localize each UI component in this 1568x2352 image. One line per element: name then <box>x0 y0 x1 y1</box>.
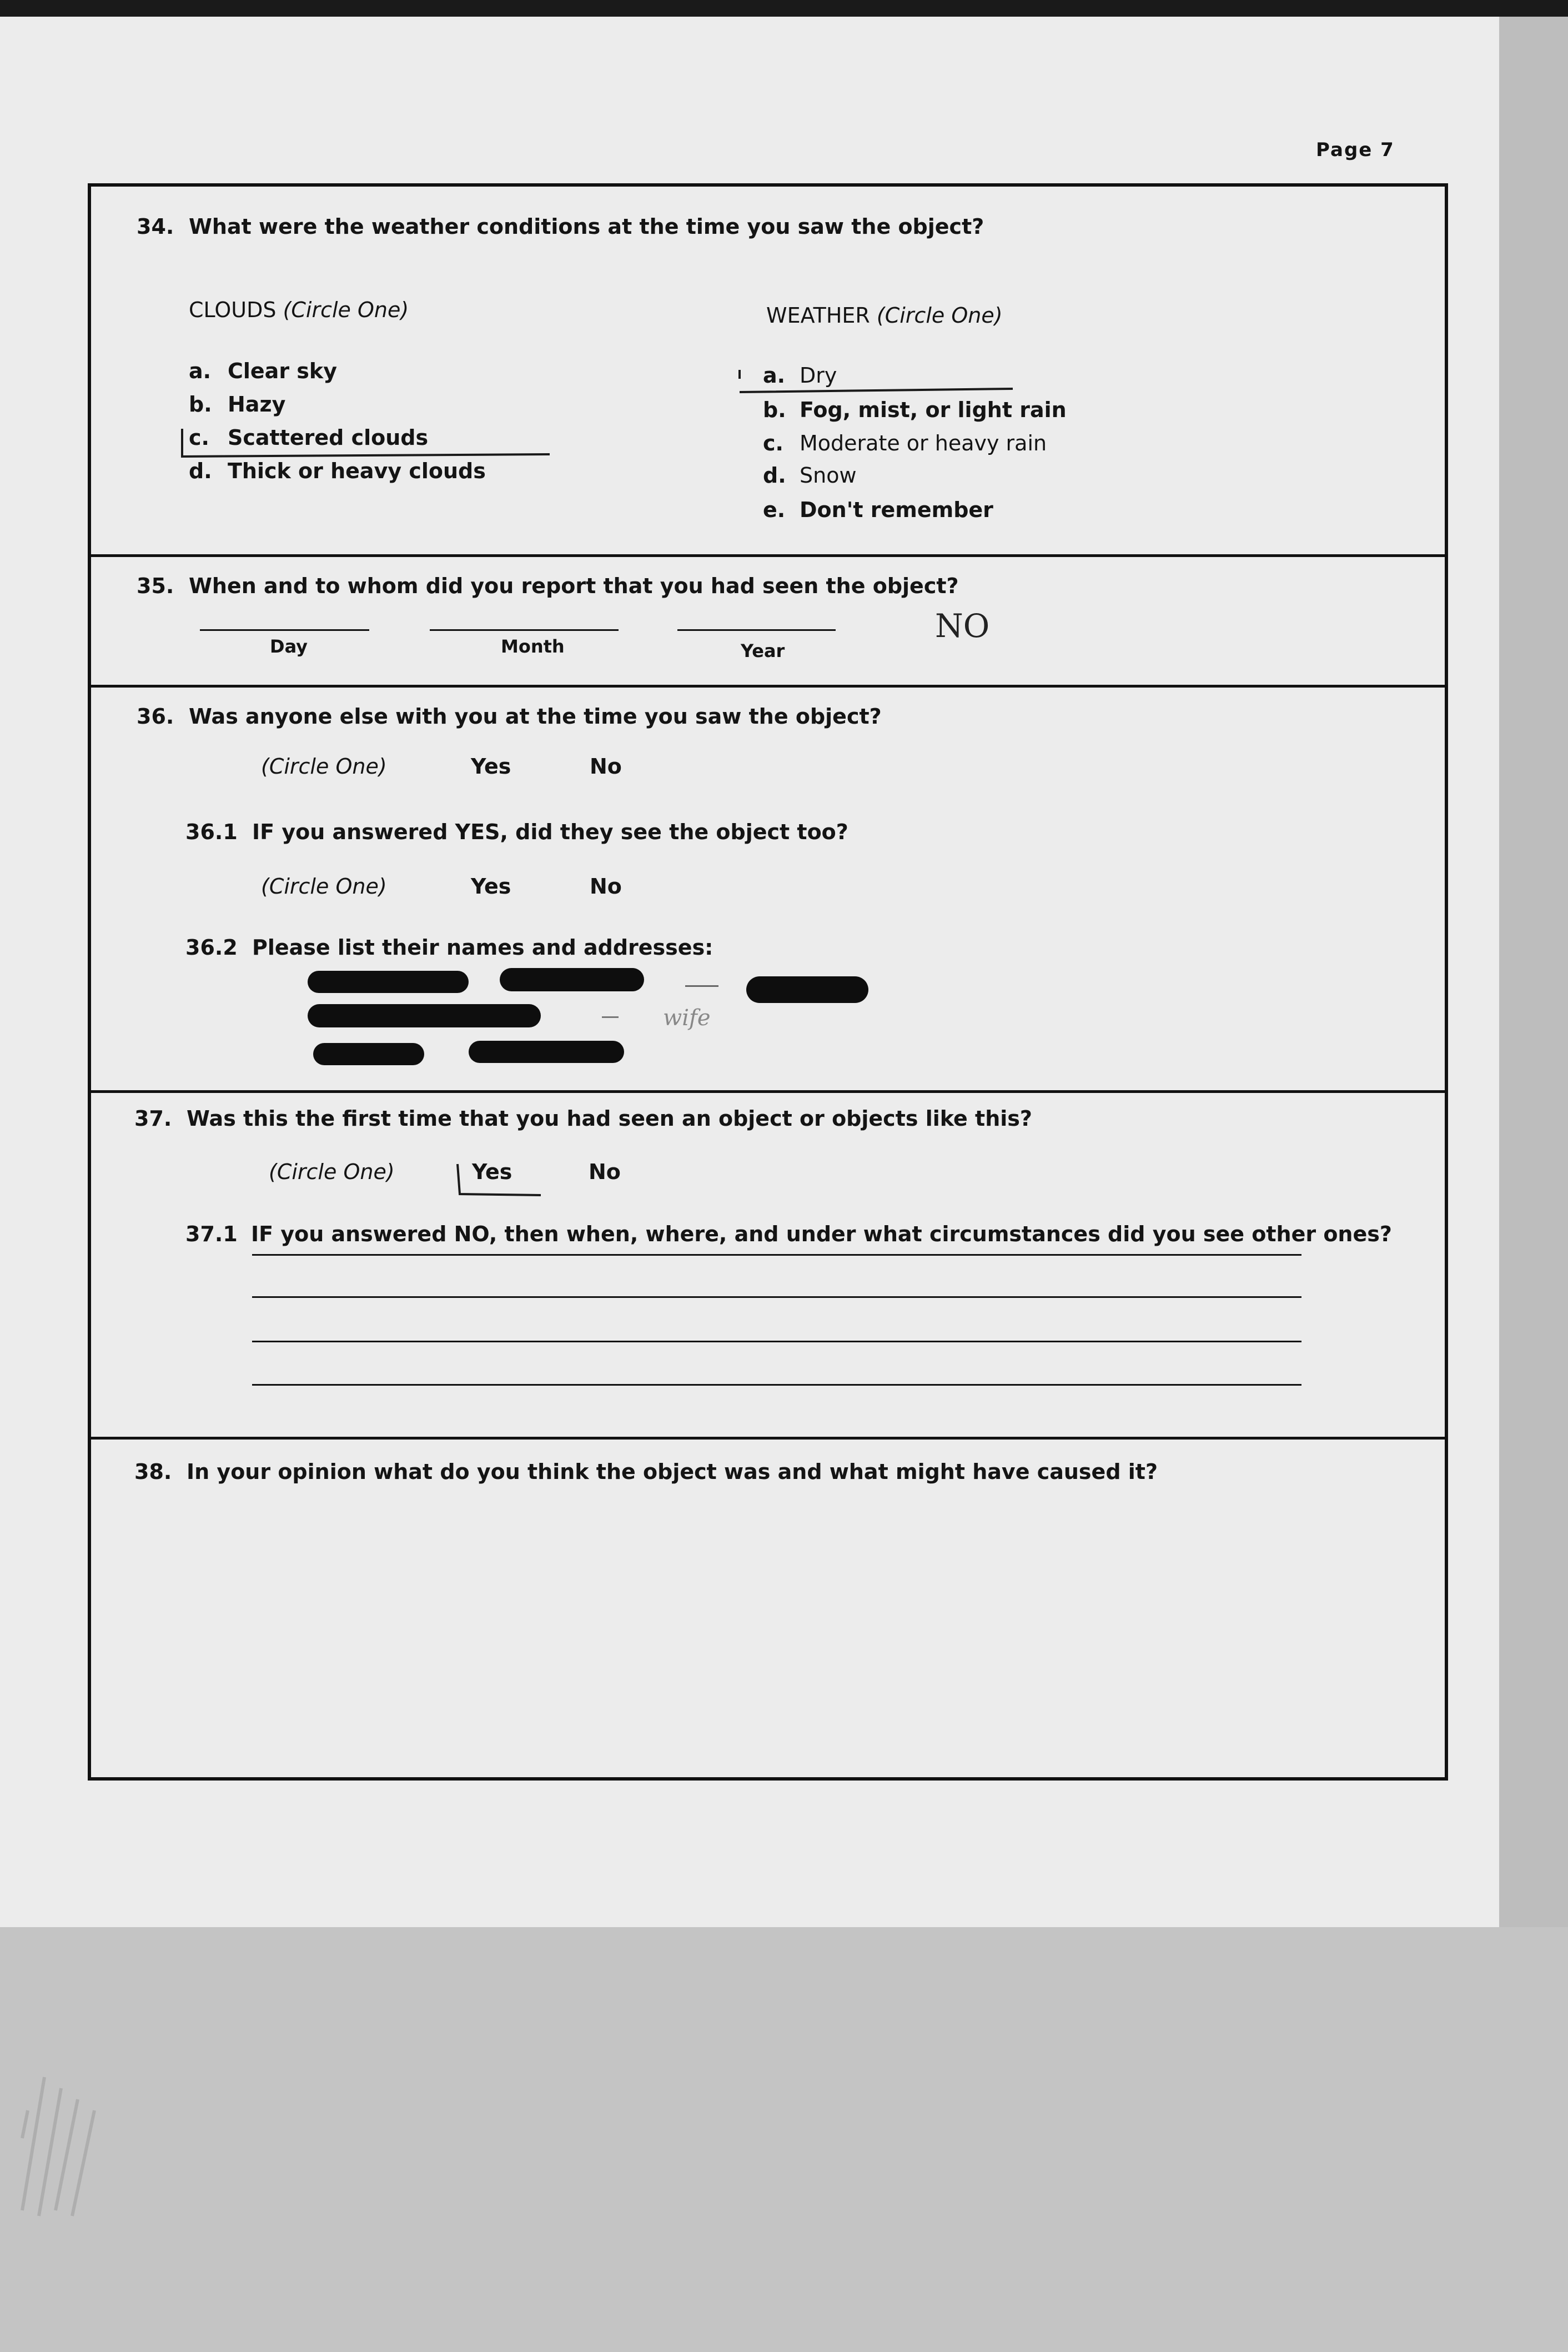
question-38-text: In your opinion what do you think the object was and what might have caused it? <box>187 1460 1158 1484</box>
redaction-bar <box>500 968 644 991</box>
question-37-1-text: IF you answered NO, then when, where, and under what circumstances did you see other ones? <box>251 1222 1392 1246</box>
scan-top-edge <box>0 0 1568 17</box>
clouds-option-a[interactable]: Clear sky <box>228 359 337 383</box>
redaction-bar <box>308 971 469 993</box>
q36-yes[interactable]: Yes <box>471 754 511 779</box>
question-34-number: 34. <box>137 214 174 239</box>
handwritten-wife: wife <box>663 1005 711 1031</box>
answer-line[interactable] <box>252 1384 1301 1386</box>
clouds-option-d[interactable]: Thick or heavy clouds <box>228 459 486 483</box>
q36-1-no[interactable]: No <box>590 874 622 899</box>
question-37-text: Was this the first time that you had seen an object or objects like this? <box>187 1106 1032 1131</box>
redaction-bar <box>313 1043 424 1065</box>
weather-option-a-letter: a. <box>763 363 786 388</box>
question-36-1-number: 36.1 <box>185 820 238 844</box>
year-line <box>677 629 836 631</box>
redaction-bar <box>469 1041 624 1063</box>
clouds-option-d-letter: d. <box>189 459 212 483</box>
clouds-heading: CLOUDS (Circle One) <box>189 298 409 322</box>
question-35-section <box>91 557 1445 688</box>
question-36-text: Was anyone else with you at the time you saw the object? <box>189 704 882 729</box>
question-35-number: 35. <box>137 574 174 598</box>
q36-instruction: (Circle One) <box>261 754 387 779</box>
answer-line[interactable] <box>252 1254 1301 1256</box>
question-37-1-number: 37.1 <box>185 1222 238 1246</box>
question-34-section <box>91 187 1445 557</box>
weather-option-e[interactable]: Don't remember <box>800 498 993 522</box>
q37-yes[interactable]: Yes <box>472 1160 512 1184</box>
clouds-option-b[interactable]: Hazy <box>228 392 286 417</box>
q37-instruction: (Circle One) <box>269 1160 395 1184</box>
question-36-1-text: IF you answered YES, did they see the object too? <box>252 820 848 844</box>
day-line <box>200 629 369 631</box>
redaction-bar <box>746 976 868 1003</box>
question-36-section <box>91 688 1445 1093</box>
weather-option-d[interactable]: Snow <box>800 463 857 488</box>
redaction-bar <box>308 1004 541 1027</box>
q36-1-instruction: (Circle One) <box>261 874 387 899</box>
dash-mark <box>685 985 718 987</box>
weather-option-e-letter: e. <box>763 498 786 522</box>
question-36-2-text: Please list their names and addresses: <box>252 935 713 960</box>
weather-option-b[interactable]: Fog, mist, or light rain <box>800 398 1067 422</box>
question-38-section <box>91 1440 1445 1777</box>
weather-option-c[interactable]: Moderate or heavy rain <box>800 431 1047 455</box>
q37-yes-selection-mark <box>452 1160 552 1204</box>
month-line <box>430 629 619 631</box>
clouds-option-b-letter: b. <box>189 392 212 417</box>
question-36-number: 36. <box>137 704 174 729</box>
weather-option-d-letter: d. <box>763 463 786 488</box>
questionnaire-form <box>88 183 1448 1781</box>
clouds-option-c[interactable]: Scattered clouds <box>228 425 429 450</box>
year-label: Year <box>741 640 785 661</box>
q37-no[interactable]: No <box>589 1160 621 1184</box>
weather-heading: WEATHER (Circle One) <box>766 303 1003 328</box>
answer-line[interactable] <box>252 1296 1301 1298</box>
day-label: Day <box>270 636 308 657</box>
question-36-2-number: 36.2 <box>185 935 238 960</box>
dash-mark <box>602 1016 619 1018</box>
weather-option-c-letter: c. <box>763 431 783 455</box>
q36-no[interactable]: No <box>590 754 622 779</box>
answer-line[interactable] <box>252 1341 1301 1342</box>
weather-option-a[interactable]: Dry <box>800 363 837 388</box>
page-number: Page 7 <box>1316 139 1395 161</box>
month-label: Month <box>501 636 565 657</box>
weather-selection-mark <box>735 363 1024 397</box>
scan-right-edge <box>1499 17 1568 1927</box>
question-37-number: 37. <box>134 1106 172 1131</box>
question-38-number: 38. <box>134 1460 172 1484</box>
question-34-text: What were the weather conditions at the time you saw the object? <box>189 214 984 239</box>
q36-1-yes[interactable]: Yes <box>471 874 511 899</box>
scan-smudge <box>11 2055 122 2221</box>
clouds-option-a-letter: a. <box>189 359 212 383</box>
handwritten-no: NO <box>935 607 990 645</box>
clouds-option-c-letter: c. <box>189 425 209 450</box>
question-35-text: When and to whom did you report that you had seen the object? <box>189 574 959 598</box>
weather-option-b-letter: b. <box>763 398 786 422</box>
question-37-section <box>91 1093 1445 1440</box>
scan-background <box>0 1927 1568 2352</box>
clouds-selection-mark <box>174 425 563 470</box>
